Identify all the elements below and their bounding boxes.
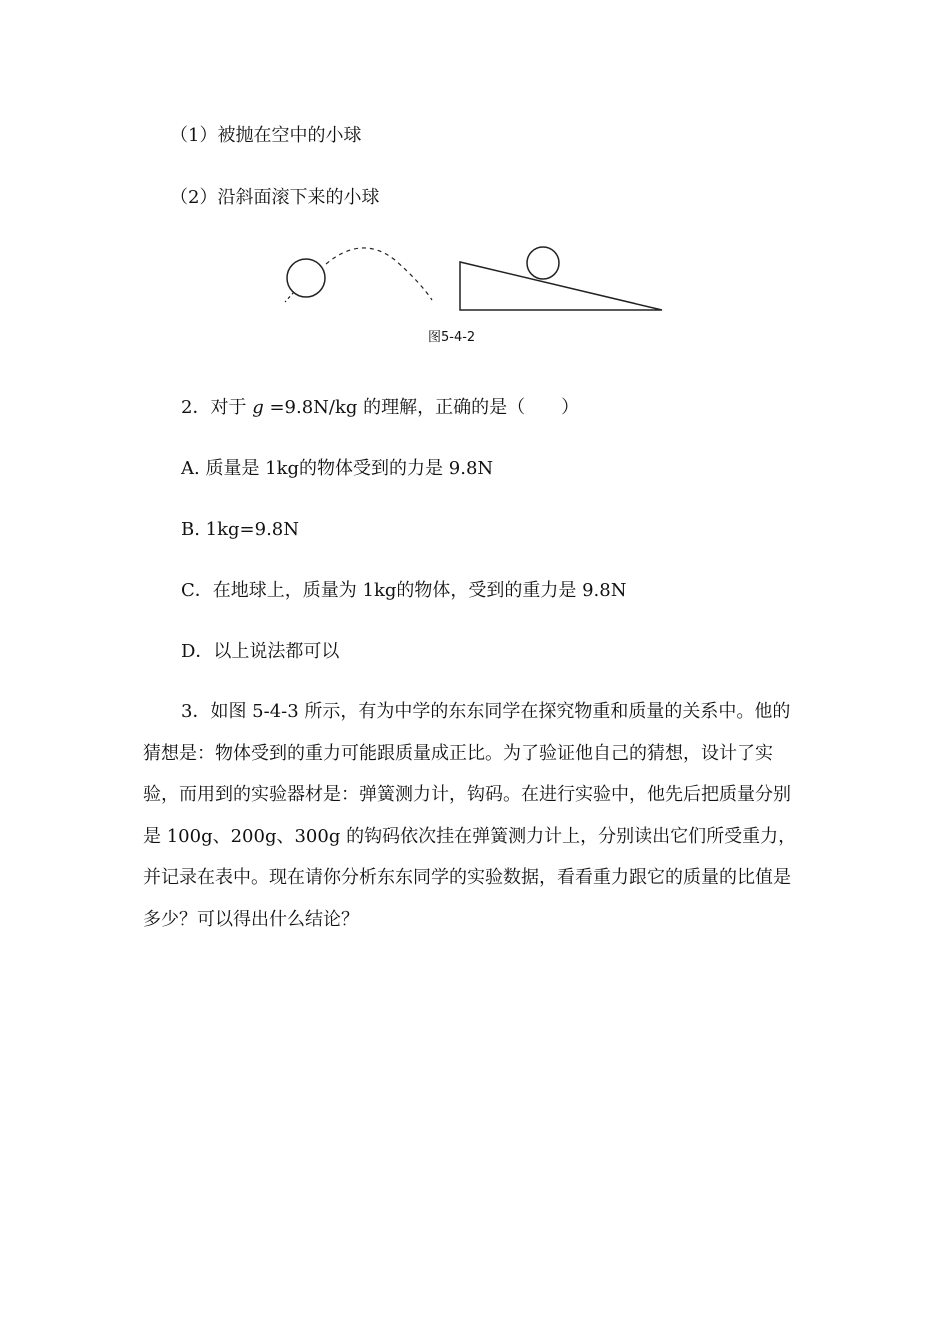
item-1: （1）被抛在空中的小球 bbox=[170, 125, 362, 146]
option-c: C．在地球上，质量为 1kg的物体，受到的重力是 9.8N bbox=[181, 580, 627, 601]
question-2 bbox=[181, 396, 579, 420]
figure-caption: 图5-4-2 bbox=[428, 330, 476, 345]
rolling-ball bbox=[527, 247, 559, 279]
thrown-ball bbox=[287, 259, 325, 297]
trajectory-dashed bbox=[326, 248, 432, 300]
incline bbox=[460, 262, 662, 310]
question-2-var: g bbox=[252, 397, 264, 418]
question-3 bbox=[143, 691, 808, 940]
option-a: A. 质量是 1kg的物体受到的力是 9.8N bbox=[181, 458, 494, 479]
question-2-suffix: =9.8N/kg 的理解，正确的是（ ） bbox=[263, 397, 580, 418]
option-b: B. 1kg=9.8N bbox=[181, 519, 300, 540]
option-d: D．以上说法都可以 bbox=[181, 641, 340, 662]
question-3-text: 3．如图 5-4-3 所示，有为中学的东东同学在探究物重和质量的关系中。他的猜想是：物体受到的重力可能跟质量成正比。为了验证他自己的猜想，设计了实验，而用到的实验器材是：弹簧测力计，钩码。在进行实验中，他先后把质量分别是 100g、200g、300g 的钩码依次挂在弹簧测力计上，分别读出它们所受重力，并记录在表中。现在请你分析东东同学的实验数据，看看重力跟它的质量的比值是多少？可以得出什么结论？ bbox=[143, 701, 797, 930]
figure-ball-motion bbox=[270, 242, 670, 322]
item-2: （2）沿斜面滚下来的小球 bbox=[170, 187, 380, 208]
question-2-prefix: 2．对于 bbox=[181, 397, 253, 418]
thrown-ball-tail bbox=[285, 292, 294, 302]
